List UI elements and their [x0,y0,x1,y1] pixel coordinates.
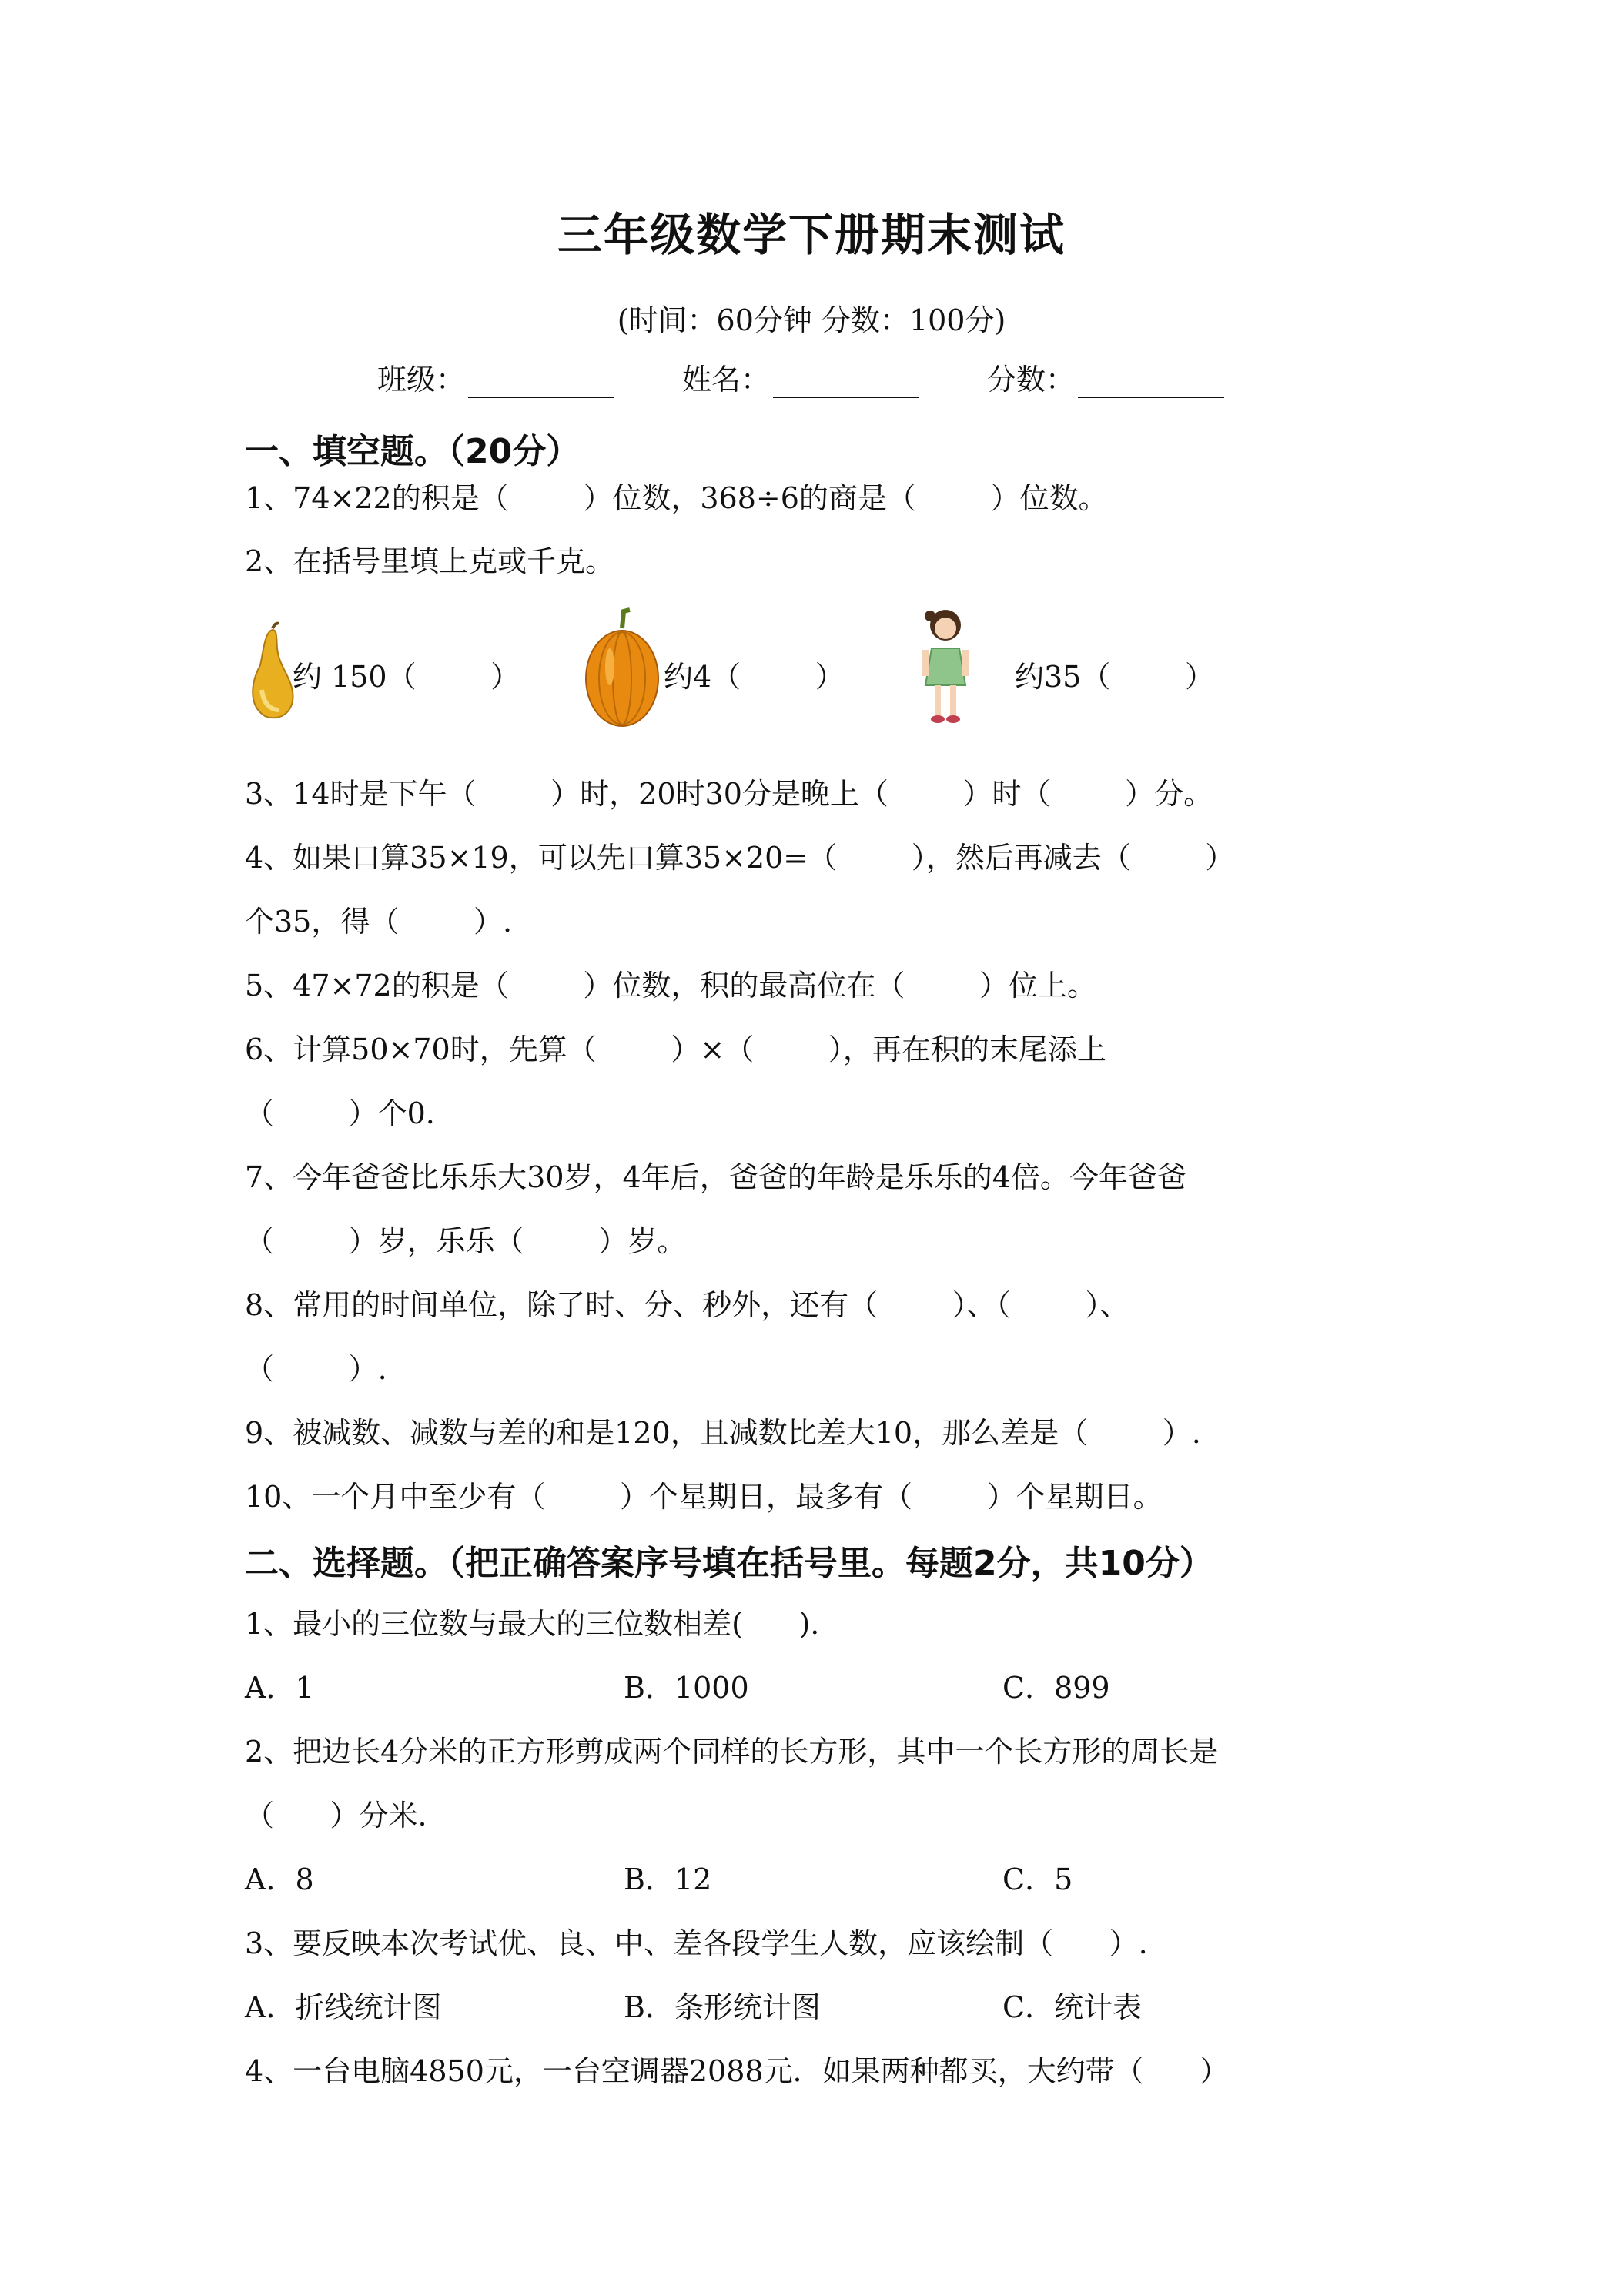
question-1-4b: 个35，得（ ）. [245,905,513,939]
question-1-1: 1、74×22的积是（ ）位数，368÷6的商是（ ）位数。 [245,481,1108,515]
exam-subtitle: (时间：60分钟 分数：100分) [617,303,1006,337]
question-1-5: 5、47×72的积是（ ）位数，积的最高位在（ ）位上。 [245,969,1096,1002]
pumpkin-icon [584,605,661,728]
option-a: A．折线统计图 [245,1990,442,2024]
section1-heading: 一、填空题。（20分） [245,432,581,471]
weight-items-row [245,605,1400,744]
weight-item-pear: 约 150（ ） [293,660,520,694]
option-a: A．8 [245,1863,314,1896]
question-1-9: 9、被减数、减数与差的和是120，且减数比差大10，那么差是（ ）. [245,1416,1201,1450]
question-1-4a: 4、如果口算35×19，可以先口算35×20=（ ），然后再减去（ ） [245,841,1235,875]
option-c: C．5 [1002,1863,1073,1896]
option-b: B．1000 [624,1671,749,1705]
score-field [987,356,1224,398]
question-1-8a: 8、常用的时间单位，除了时、分、秒外，还有（ ）、（ ）、 [245,1288,1129,1322]
question-2-3: 3、要反映本次考试优、良、中、差各段学生人数，应该绘制（ ）. [245,1926,1148,1960]
option-c: C．899 [1002,1671,1110,1705]
question-1-6a: 6、计算50×70时，先算（ ）×（ ），再在积的末尾添上 [245,1033,1106,1066]
option-a: A．1 [245,1671,314,1705]
weight-item-girl: 约35（ ） [1015,660,1214,694]
score-label: 分数： [987,363,1076,397]
pear-icon [245,621,299,721]
class-field [377,356,614,398]
question-2-1: 1、最小的三位数与最大的三位数相差( ). [245,1607,820,1641]
option-b: B．条形统计图 [624,1990,821,2024]
question-1-7a: 7、今年爸爸比乐乐大30岁，4年后，爸爸的年龄是乐乐的4倍。今年爸爸 [245,1160,1186,1194]
question-2-2a: 2、把边长4分米的正方形剪成两个同样的长方形，其中一个长方形的周长是 [245,1735,1219,1769]
girl-icon [915,605,976,728]
question-1-2: 2、在括号里填上克或千克。 [245,544,615,578]
name-blank[interactable] [773,366,919,398]
score-blank[interactable] [1078,366,1224,398]
question-1-3: 3、14时是下午（ ）时，20时30分是晚上（ ）时（ ）分。 [245,777,1213,811]
question-1-10: 10、一个月中至少有（ ）个星期日，最多有（ ）个星期日。 [245,1480,1163,1514]
question-2-4: 4、一台电脑4850元，一台空调器2088元．如果两种都买，大约带（ ） [245,2054,1230,2088]
student-info-row [377,356,1224,398]
option-c: C．统计表 [1002,1990,1143,2024]
weight-item-pumpkin: 约4（ ） [664,660,845,694]
class-blank[interactable] [468,366,614,398]
question-1-7b: （ ）岁，乐乐（ ）岁。 [245,1224,687,1258]
section2-heading: 二、选择题。（把正确答案序号填在括号里。每题2分，共10分） [245,1544,1213,1583]
name-field [682,356,919,398]
option-b: B．12 [624,1863,712,1896]
page-title: 三年级数学下册期末测试 [557,209,1066,261]
question-1-8b: （ ）. [245,1352,387,1386]
question-1-6b: （ ）个0. [245,1096,435,1130]
question-2-2b: （ ）分米. [245,1799,427,1832]
name-label: 姓名： [682,363,771,397]
class-label: 班级： [377,363,466,397]
